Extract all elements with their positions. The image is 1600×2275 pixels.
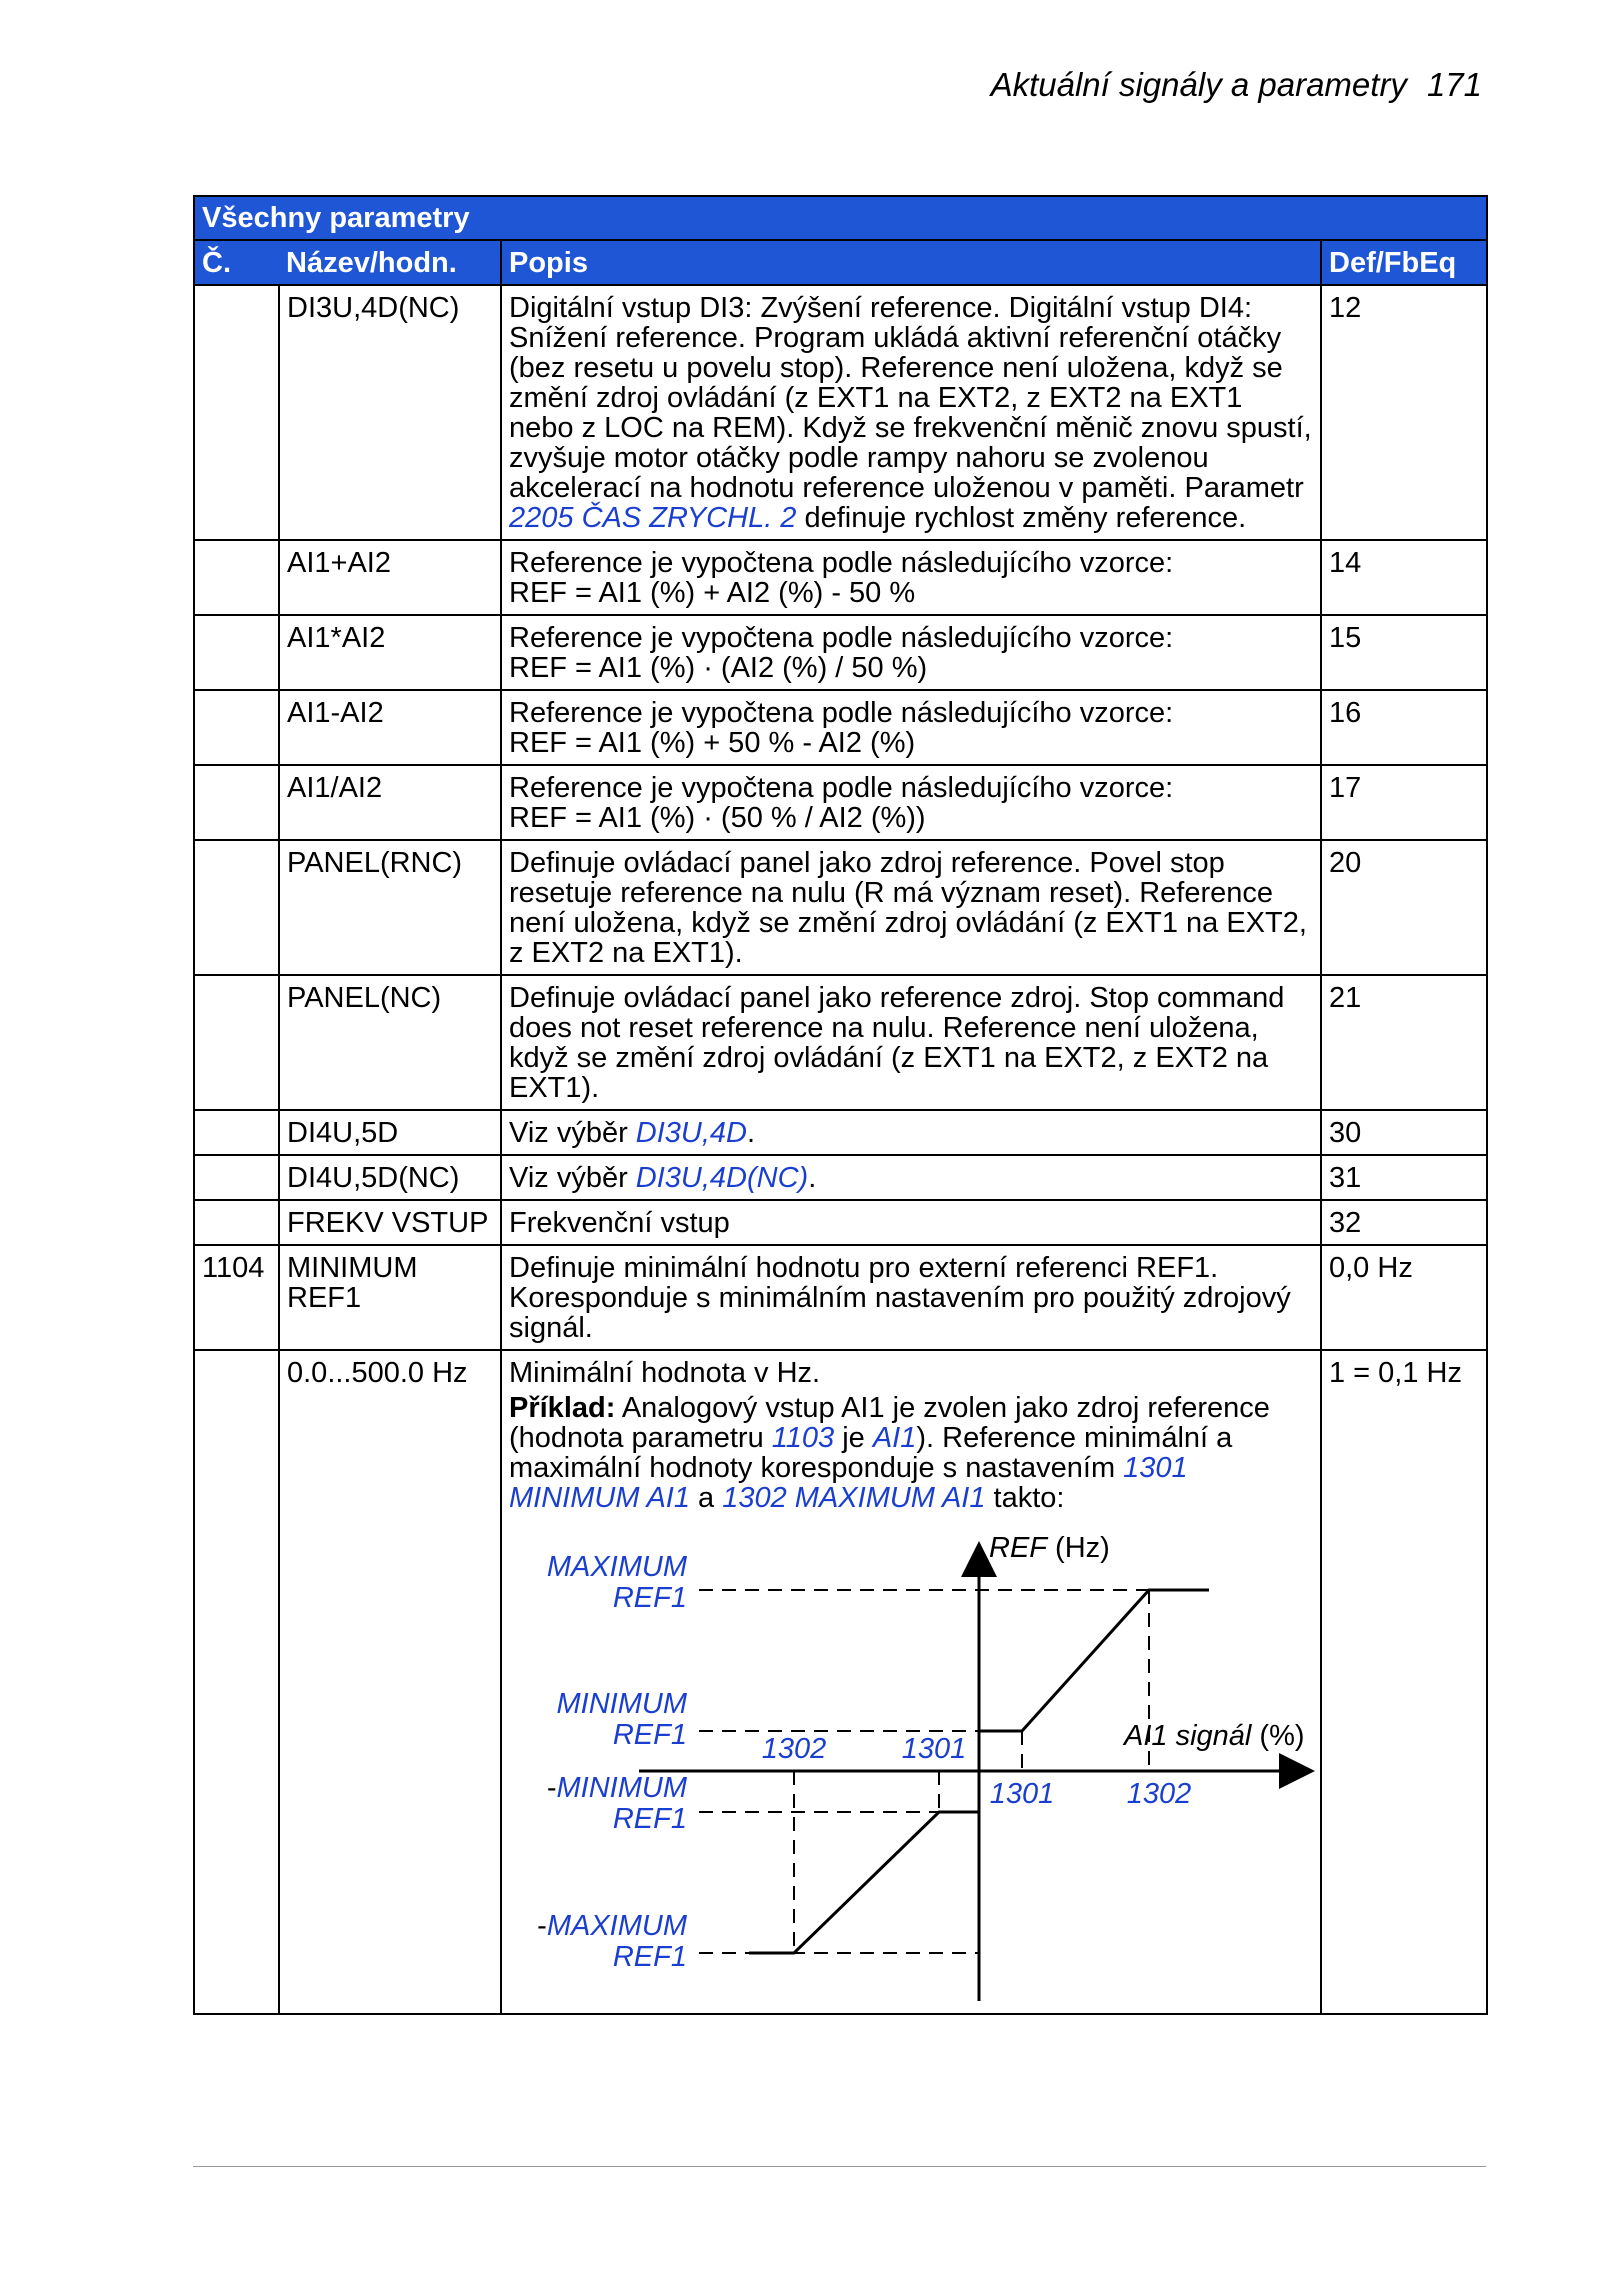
row-no	[194, 765, 279, 840]
param-link[interactable]: 2205 ČAS ZRYCHL. 2	[509, 502, 797, 534]
row-desc	[501, 690, 1321, 765]
desc-text: takto:	[985, 1482, 1065, 1514]
row-no	[194, 615, 279, 690]
table-row	[194, 1350, 1487, 2014]
row-no	[194, 1200, 279, 1245]
desc-line: Reference je vypočtena podle následujícího vzorce:	[509, 772, 1174, 804]
desc-line: Reference je vypočtena podle následujícího vzorce:	[509, 547, 1174, 579]
desc-text: ). Reference minimální a maximální hodnoty koresponduje s nastavením	[509, 1422, 1233, 1484]
parameters-table	[193, 195, 1488, 2015]
formula-line: REF = AI1 (%) + AI2 (%) - 50 %	[509, 577, 916, 609]
row-name: DI3U,4D(NC)	[279, 285, 501, 540]
row-desc: Frekvenční vstup	[501, 1200, 1321, 1245]
row-desc	[501, 765, 1321, 840]
page-header-title: Aktuální signály a parametry	[990, 66, 1407, 103]
table-row	[194, 840, 1487, 975]
table-row	[194, 1245, 1487, 1350]
y-axis-label: REF (Hz)	[989, 1532, 1110, 1564]
row-def: 12	[1321, 285, 1487, 540]
row-name: PANEL(RNC)	[279, 840, 501, 975]
example-paragraph	[509, 1393, 1313, 1513]
row-desc: Definuje minimální hodnotu pro externí referenci REF1. Koresponduje s minimálním nastavením pro použitý zdrojový signál.	[501, 1245, 1321, 1350]
row-name: DI4U,5D	[279, 1110, 501, 1155]
row-def: 1 = 0,1 Hz	[1321, 1350, 1487, 2014]
row-name: 0.0...500.0 Hz	[279, 1350, 501, 2014]
desc-line: Reference je vypočtena podle následujícího vzorce:	[509, 622, 1174, 654]
col-header-name: Název/hodn.	[279, 240, 501, 285]
row-def: 32	[1321, 1200, 1487, 1245]
row-name	[279, 1245, 501, 1350]
param-link[interactable]: 1302 MAXIMUM AI1	[722, 1482, 986, 1514]
row-name: AI1/AI2	[279, 765, 501, 840]
footer-divider	[193, 2166, 1486, 2167]
positive-ref-curve	[979, 1590, 1209, 1731]
tick-neg-1301: 1301	[901, 1733, 967, 1765]
desc-line: Reference je vypočtena podle následujícího vzorce:	[509, 697, 1174, 729]
table-row	[194, 975, 1487, 1110]
tick-pos-1302: 1302	[1126, 1778, 1192, 1810]
desc-text: a	[689, 1482, 723, 1514]
row-desc: Definuje ovládací panel jako reference zdroj. Stop command does not reset reference na nulu. Reference není uložena, když se změní zdroj ovládání (z EXT1 na EXT2, z EXT2 na EXT1).	[501, 975, 1321, 1110]
label-min-ref-1: MINIMUM	[556, 1688, 687, 1720]
label-max-ref-1: MAXIMUM	[546, 1551, 687, 1583]
desc-text: definuje rychlost změny reference.	[796, 502, 1247, 534]
desc-text: Viz výběr	[509, 1117, 636, 1149]
row-desc	[501, 1110, 1321, 1155]
row-no	[194, 1155, 279, 1200]
formula-line: REF = AI1 (%) · (50 % / AI2 (%))	[509, 802, 926, 834]
table-row	[194, 285, 1487, 540]
desc-text: .	[747, 1117, 756, 1149]
row-def: 14	[1321, 540, 1487, 615]
label-max-ref-2: REF1	[612, 1582, 687, 1614]
col-header-desc: Popis	[501, 240, 1321, 285]
desc-text: Viz výběr	[509, 1162, 636, 1194]
page-number: 171	[1426, 66, 1482, 103]
row-def: 20	[1321, 840, 1487, 975]
row-desc	[501, 540, 1321, 615]
table-row	[194, 765, 1487, 840]
table-title-row	[194, 196, 1487, 240]
desc-text: .	[808, 1162, 817, 1194]
param-link[interactable]: DI3U,4D(NC)	[635, 1162, 809, 1194]
row-def: 21	[1321, 975, 1487, 1110]
row-no	[194, 975, 279, 1110]
label-neg-max-ref-2: REF1	[612, 1941, 687, 1973]
label-neg-max-ref-1: -MAXIMUM	[537, 1910, 687, 1942]
row-desc: Definuje ovládací panel jako zdroj reference. Povel stop resetuje reference na nulu (R má význam reset). Reference není uložena, když se změní zdroj ovládání (z EXT1 na EXT2, z EXT2 na EXT1).	[501, 840, 1321, 975]
table-row	[194, 1110, 1487, 1155]
row-def: 31	[1321, 1155, 1487, 1200]
row-no	[194, 690, 279, 765]
row-no	[194, 1110, 279, 1155]
row-desc	[501, 285, 1321, 540]
row-def: 17	[1321, 765, 1487, 840]
formula-line: REF = AI1 (%) · (AI2 (%) / 50 %)	[509, 652, 928, 684]
row-name: DI4U,5D(NC)	[279, 1155, 501, 1200]
label-min-ref-2: REF1	[612, 1719, 687, 1751]
param-link[interactable]: DI3U,4D	[635, 1117, 747, 1149]
row-desc	[501, 1350, 1321, 2014]
table-row	[194, 1200, 1487, 1245]
param-link[interactable]: 1301 MINIMUM AI1	[509, 1452, 1188, 1514]
table-title: Všechny parametry	[194, 196, 1487, 240]
col-header-def: Def/FbEq	[1321, 240, 1487, 285]
desc-line: Minimální hodnota v Hz.	[509, 1357, 821, 1389]
reference-scaling-diagram	[509, 1513, 1327, 2013]
desc-text: je	[834, 1422, 873, 1454]
desc-text: Digitální vstup DI3: Zvýšení reference. Digitální vstup DI4: Snížení reference. Program ukládá aktivní referenční otáčky (bez resetu u povelu stop). Reference není uložena, když se změní zdroj ovládání (z EXT1 na EXT2, z EXT2 na EXT1 nebo z LOC na REM). Když se frekvenční měnič znovu spustí, zvyšuje motor otáčky podle rampy nahoru se zvolenou akcelerací na hodnotu reference uloženou v paměti. Parametr	[509, 292, 1312, 504]
row-no	[194, 1350, 279, 2014]
row-def: 0,0 Hz	[1321, 1245, 1487, 1350]
page-header	[991, 66, 1482, 104]
row-def: 16	[1321, 690, 1487, 765]
label-neg-min-ref-2: REF1	[612, 1803, 687, 1835]
table-header-row	[194, 240, 1487, 285]
row-no: 1104	[194, 1245, 279, 1350]
row-name: PANEL(NC)	[279, 975, 501, 1110]
negative-ref-curve	[749, 1812, 979, 1953]
row-no	[194, 840, 279, 975]
example-label: Příklad:	[509, 1392, 616, 1424]
row-no	[194, 540, 279, 615]
tick-pos-1301: 1301	[989, 1778, 1055, 1810]
param-link[interactable]: 1103	[771, 1422, 835, 1454]
col-header-no: Č.	[194, 240, 279, 285]
tick-neg-1302: 1302	[761, 1733, 827, 1765]
desc-text: Analogový vstup AI1 je zvolen jako zdroj reference (hodnota parametru	[509, 1392, 1270, 1454]
row-no	[194, 285, 279, 540]
table-row	[194, 1155, 1487, 1200]
row-desc	[501, 615, 1321, 690]
x-axis-label: AI1 signál (%)	[1124, 1720, 1305, 1752]
table-row	[194, 615, 1487, 690]
name-line: MINIMUM	[287, 1252, 418, 1284]
row-name: AI1-AI2	[279, 690, 501, 765]
name-line: REF1	[287, 1282, 362, 1314]
row-desc	[501, 1155, 1321, 1200]
table-row	[194, 690, 1487, 765]
table-row	[194, 540, 1487, 615]
row-name: FREKV VSTUP	[279, 1200, 501, 1245]
row-name: AI1+AI2	[279, 540, 501, 615]
row-def: 15	[1321, 615, 1487, 690]
row-def: 30	[1321, 1110, 1487, 1155]
label-neg-min-ref-1: -MINIMUM	[546, 1772, 687, 1804]
row-name: AI1*AI2	[279, 615, 501, 690]
formula-line: REF = AI1 (%) + 50 % - AI2 (%)	[509, 727, 916, 759]
param-link[interactable]: AI1	[872, 1422, 917, 1454]
